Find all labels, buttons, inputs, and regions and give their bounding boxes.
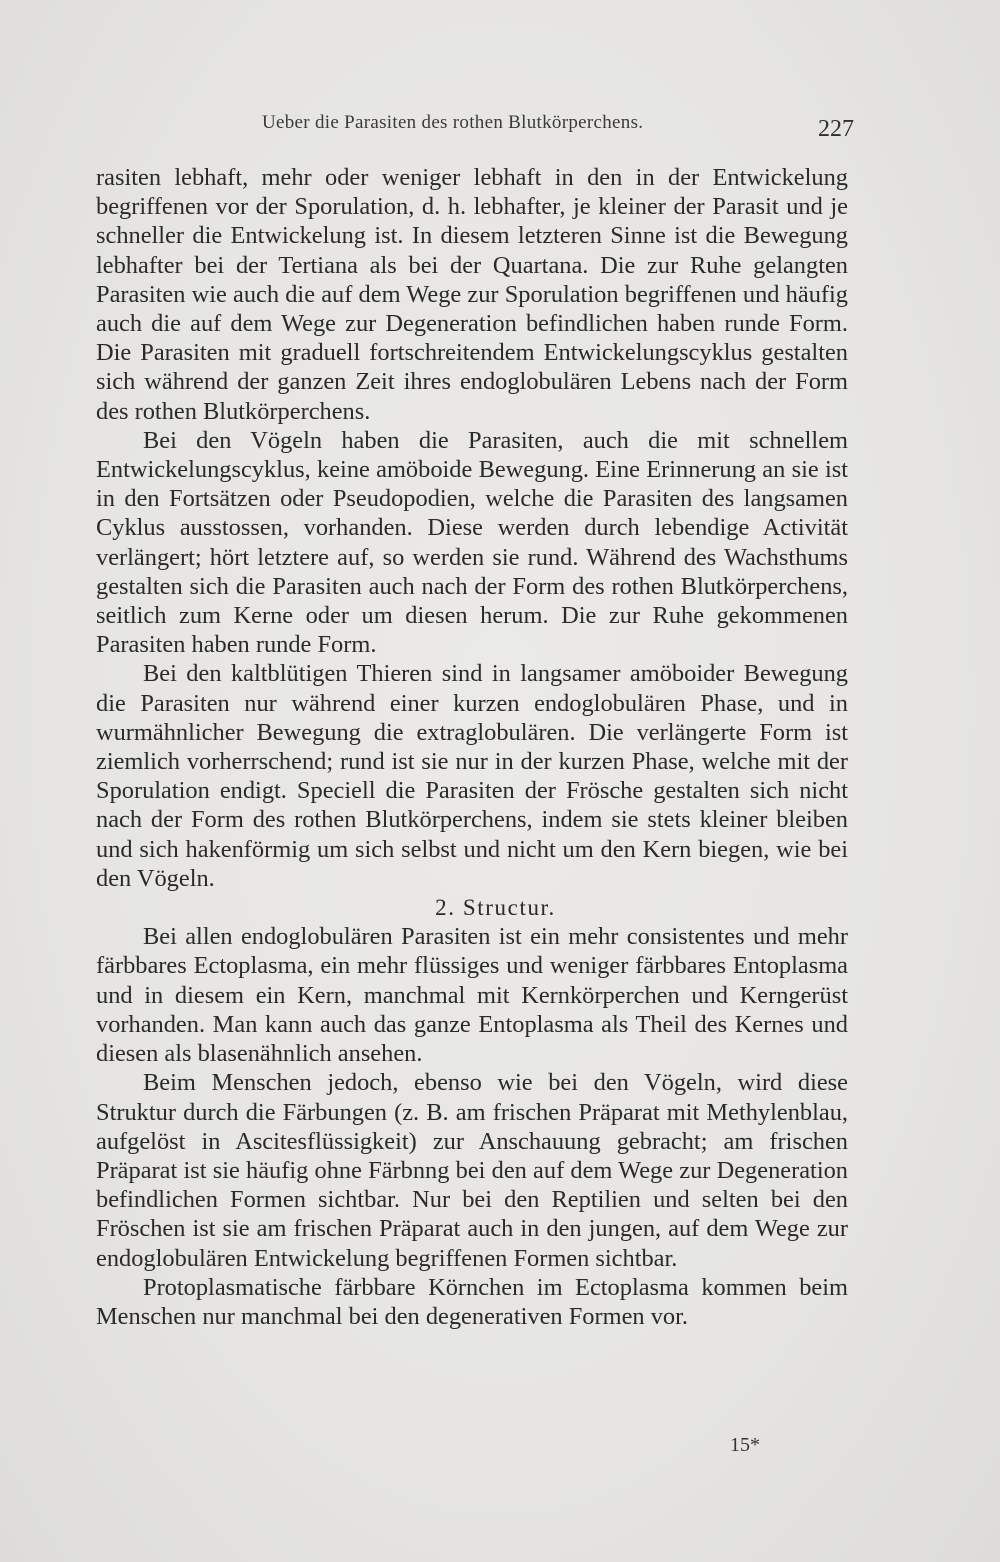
- paragraph: Bei den Vögeln haben die Parasiten, auch die mit schnellem Entwickelungscyklus, keine amöboide Bewegung. Eine Erinnerung an sie ist in den Fortsätzen oder Pseudopodien, welche die Parasiten des langsamen Cyklus ausstossen, vorhanden. Diese werden durch lebendige Activität verlängert; hört letztere auf, so werden sie rund. Während des Wachsthums gestalten sich die Parasiten auch nach der Form des rothen Blutkörperchens, seitlich zum Kerne oder um diesen herum. Die zur Ruhe gekommenen Parasiten haben runde Form.: [96, 426, 848, 659]
- paragraph: Beim Menschen jedoch, ebenso wie bei den Vögeln, wird diese Struktur durch die Färbungen (z. B. am frischen Präparat mit Methylenblau, aufgelöst in Ascitesflüssigkeit) zur Anschauung gebracht; am frischen Präparat ist sie häufig ohne Färbnng bei den auf dem Wege zur Degeneration befindlichen Formen sichtbar. Nur bei den Reptilien und selten bei den Fröschen ist sie am frischen Präparat auch in den jungen, auf dem Wege zur endoglobulären Entwickelung begriffenen Formen sichtbar.: [96, 1069, 848, 1272]
- page-number: 227: [818, 116, 854, 142]
- running-head: Ueber die Parasiten des rothen Blutkörperchens.: [262, 112, 644, 133]
- body-text: [96, 163, 848, 1331]
- paragraph: Protoplasmatische färbbare Körnchen im Ectoplasma kommen beim Menschen nur manchmal bei den degenerativen Formen vor.: [96, 1273, 848, 1330]
- paragraph: rasiten lebhaft, mehr oder weniger lebhaft in den in der Entwickelung begriffenen vor der Sporulation, d. h. lebhafter, je kleiner der Parasit und je schneller die Entwickelung ist. In diesem letzteren Sinne ist die Bewegung lebhafter bei der Tertiana als bei der Quartana. Die zur Ruhe gelangten Parasiten wie auch die auf dem Wege zur Sporulation begriffenen und häufig auch die auf dem Wege zur Degeneration befindlichen haben runde Form. Die Parasiten mit graduell fortschreitendem Entwickelungscyklus gestalten sich während der ganzen Zeit ihres endoglobulären Lebens nach der Form des rothen Blutkörperchens.: [96, 164, 848, 425]
- section-heading: 2. Structur.: [435, 895, 556, 921]
- paragraph: Bei den kaltblütigen Thieren sind in langsamer amöboider Bewegung die Parasiten nur während einer kurzen endoglobulären Phase, und in wurmähnlicher Bewegung die extraglobulären. Die verlängerte Form ist ziemlich vorherrschend; rund ist sie nur in der kurzen Phase, welche mit der Sporulation endigt. Speciell die Parasiten der Frösche gestalten sich nicht nach der Form des rothen Blutkörperchens, indem sie stets kleiner bleiben und sich hakenförmig um sich selbst und nicht um den Kern biegen, wie bei den Vögeln.: [96, 660, 848, 892]
- paragraph: Bei allen endoglobulären Parasiten ist ein mehr consistentes und mehr färbbares Ectoplasma, ein mehr flüssiges und weniger färbbares Entoplasma und in diesem ein Kern, manchmal mit Kernkörperchen und Kerngerüst vorhanden. Man kann auch das ganze Entoplasma als Theil des Kernes und diesen als blasenähnlich ansehen.: [96, 923, 848, 1068]
- signature-mark: 15*: [730, 1434, 760, 1456]
